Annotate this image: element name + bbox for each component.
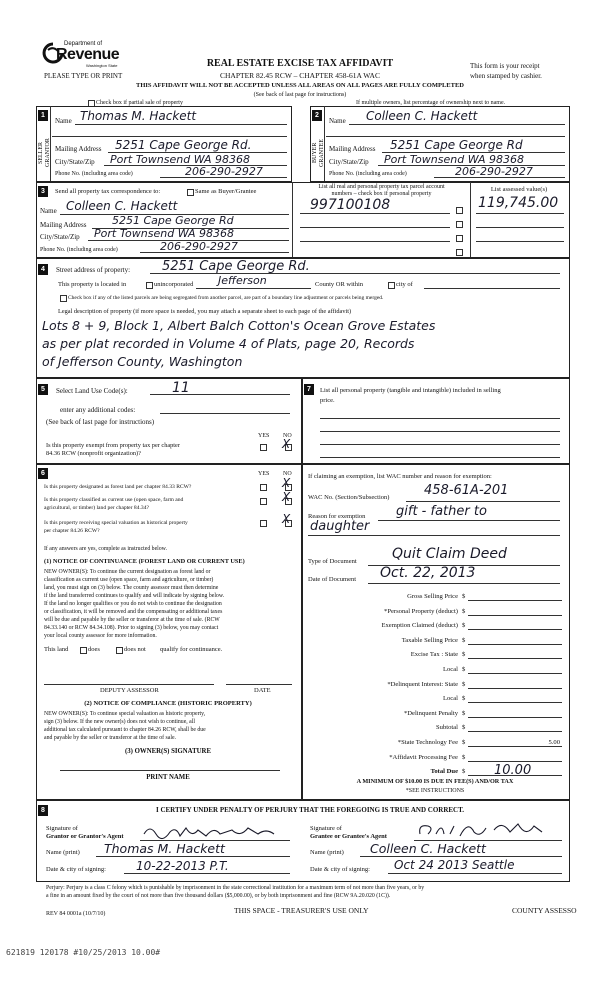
- section-5-number: 5: [38, 384, 48, 395]
- legal-line-1[interactable]: Lots 8 + 9, Block 1, Albert Balch Cotton's Ocean Grove Estates: [42, 318, 436, 333]
- comp-line-2: sign (3) below. If the new owner(s) does not wish to continue, all: [44, 719, 195, 725]
- city-of-label: city of: [396, 281, 413, 288]
- parcel-4-personal-checkbox[interactable]: [456, 249, 463, 256]
- please-type: PLEASE TYPE OR PRINT: [44, 72, 123, 80]
- calc-label: *State Technology Fee: [397, 739, 458, 746]
- calc-value-line: [468, 673, 562, 674]
- calc-currency: $: [462, 710, 466, 717]
- calc-label: Excise Tax : State: [410, 651, 458, 658]
- calc-value-line: [468, 731, 562, 732]
- seller-city-label: City/State/Zip: [55, 158, 95, 166]
- exemption-claim-label: If claiming an exemption, list WAC number and reason for exemption:: [308, 473, 492, 480]
- cont-line-6: or classification, it will be removed and the compensating or additional taxes: [44, 609, 223, 615]
- buyer-mailing[interactable]: 5251 Cape George Rd: [390, 138, 523, 152]
- calc-value[interactable]: 5.00: [548, 739, 560, 746]
- section-1-number: 1: [38, 110, 48, 121]
- section-8-number: 8: [38, 805, 48, 816]
- cont-line-2: classification as current use (open space, farm and agriculture, or timber): [44, 577, 214, 583]
- section-6-number: 6: [38, 468, 48, 479]
- reason-line-2[interactable]: daughter: [310, 519, 370, 534]
- buyer-city-label: City/State/Zip: [329, 158, 369, 166]
- multiple-owners-label: If multiple owners, list percentage of ownership next to name.: [356, 100, 506, 106]
- grantee-name-label: Name (print): [310, 849, 344, 856]
- calc-label: Local: [442, 695, 458, 702]
- form-chapter: CHAPTER 82.45 RCW – CHAPTER 458-61A WAC: [220, 71, 380, 80]
- grantee-sig-label-2: Grantee or Grantee's Agent: [310, 833, 387, 840]
- exempt-no-header: NO: [283, 433, 292, 439]
- logo-name: Revenue: [56, 46, 120, 63]
- reason-label: Reason for exemption: [308, 513, 366, 520]
- seller-phone[interactable]: 206-290-2927: [185, 165, 263, 178]
- located-label: This property is located in: [58, 281, 127, 288]
- seller-side-label: SELLER GRANTOR: [38, 138, 51, 168]
- doc-type[interactable]: Quit Claim Deed: [392, 546, 507, 562]
- buyer-name-label: Name: [329, 117, 346, 125]
- calc-label: *Delinquent Interest: State: [387, 681, 458, 688]
- cont-line-8: 84.33.140 or RCW 84.34.108). Prior to signing (3) below, you may contact: [44, 625, 219, 631]
- seller-city[interactable]: Port Townsend WA 98368: [110, 153, 251, 166]
- tax-corr-city-label: City/State/Zip: [40, 233, 80, 241]
- receipt-note-1: This form is your receipt: [470, 62, 540, 70]
- section-3-number: 3: [38, 186, 48, 197]
- parcel-2-personal-checkbox[interactable]: [456, 221, 463, 228]
- s6-q2b: agricultural, or timber) land per chapter 84.34?: [44, 505, 149, 511]
- unincorporated-checkbox[interactable]: [146, 282, 153, 289]
- s6-q3b: per chapter 84.26 RCW?: [44, 528, 100, 534]
- buyer-phone[interactable]: 206-290-2927: [455, 165, 533, 178]
- personal-label-2: price.: [320, 397, 335, 404]
- land-use-label: Select Land Use Code(s):: [56, 387, 128, 395]
- calc-label: Subtotal: [436, 724, 458, 731]
- segregated-checkbox[interactable]: [60, 295, 67, 302]
- exempt-no-mark: X: [282, 437, 291, 451]
- calc-value-line: [468, 629, 562, 630]
- cont-line-9: your local county assessor for more information.: [44, 633, 157, 639]
- tax-corr-mailing[interactable]: 5251 Cape George Rd: [112, 214, 234, 227]
- historic-yes-checkbox[interactable]: [260, 520, 267, 527]
- legal-line-3[interactable]: of Jefferson County, Washington: [42, 354, 243, 369]
- same-as-buyer-checkbox[interactable]: [187, 189, 194, 196]
- comp-line-1: NEW OWNER(S): To continue special valuation as historic property,: [44, 711, 206, 717]
- calc-currency: $: [462, 768, 466, 775]
- county-label: County OR within: [315, 281, 364, 288]
- grantor-sig-label-2: Grantor or Grantor's Agent: [46, 833, 124, 840]
- comp-line-4: and payable by the seller or transferor at the time of sale.: [44, 735, 176, 741]
- form-revision: REV 84 0001a (10/7/10): [46, 911, 106, 917]
- doc-date-label: Date of Document: [308, 576, 357, 583]
- legal-line-2[interactable]: as per plat recorded in Volume 4 of Plats, page 20, Records: [42, 336, 415, 351]
- additional-codes-label: enter any additional codes:: [60, 406, 136, 414]
- calc-currency: $: [462, 593, 466, 600]
- parcel-header-2: numbers – check box if personal property: [331, 191, 432, 197]
- parcel-header-1: List all real and personal property tax parcel account: [318, 184, 445, 190]
- perjury-line-2: a fine in an amount fixed by the court of not more than five thousand dollars ($5,000.00), or by both imprisonment and fine (RCW 9A.20.020 (1C)).: [46, 893, 391, 899]
- legal-label: Legal description of property (if more space is needed, you may attach a separate sheet to each page of the affidavit): [58, 308, 352, 315]
- calc-value-line: [468, 688, 562, 689]
- calc-value-line: [468, 658, 562, 659]
- section-4-number: 4: [38, 264, 48, 275]
- buyer-mailing-label: Mailing Address: [329, 145, 376, 153]
- form-title: REAL ESTATE EXCISE TAX AFFIDAVIT: [206, 58, 394, 69]
- buyer-phone-label: Phone No. (including area code): [329, 171, 407, 177]
- revenue-logo: [42, 40, 122, 70]
- s6-q2a: Is this property classified as current use (open space, farm and: [44, 497, 184, 503]
- grantor-date[interactable]: 10-22-2013 P.T.: [136, 859, 229, 873]
- tax-corr-phone[interactable]: 206-290-2927: [160, 240, 238, 253]
- calc-label: Taxable Selling Price: [401, 637, 458, 644]
- current-use-yes-checkbox[interactable]: [260, 498, 267, 505]
- certify-statement: I CERTIFY UNDER PENALTY OF PERJURY THAT THE FOREGOING IS TRUE AND CORRECT.: [155, 806, 464, 814]
- s6-yes-header: YES: [258, 471, 270, 477]
- calc-value-line: [468, 600, 562, 601]
- qualify-label: qualify for continuance.: [160, 646, 223, 653]
- grantor-sig-label-1: Signature of: [46, 825, 78, 832]
- reason-line-1[interactable]: gift - father to: [396, 504, 487, 519]
- segregated-label: Check box if any of the listed parcels are being segregated from another parcel, are part of a boundary line adjustment or parcels being merged.: [68, 295, 384, 301]
- buyer-side-label: BUYER GRANTEE: [312, 139, 325, 167]
- cont-line-7: will be due and payable by the seller or transferor at the time of sale. (RCW: [44, 617, 220, 623]
- calc-currency: $: [462, 695, 466, 702]
- wac-label: WAC No. (Section/Subsection): [308, 494, 390, 501]
- see-instructions-note: *SEE INSTRUCTIONS: [405, 788, 465, 794]
- calc-label: Gross Selling Price: [407, 593, 458, 600]
- exempt-q-2: 84.36 RCW (nonprofit organization)?: [46, 450, 141, 457]
- partial-sale-label: Check box if partial sale of property: [96, 100, 183, 106]
- calc-currency: $: [462, 608, 466, 615]
- continuance-title: (1) NOTICE OF CONTINUANCE (FOREST LAND OR CURRENT USE): [44, 558, 245, 565]
- grantee-date[interactable]: Oct 24 2013 Seattle: [394, 858, 515, 872]
- county-assessor: COUNTY ASSESSO: [512, 906, 577, 915]
- land-does-label: does: [88, 646, 100, 653]
- cont-line-5: If the land no longer qualifies or you do not wish to continue the designation: [44, 601, 222, 607]
- minimum-due-note: A MINIMUM OF $10.00 IS DUE IN FEE(S) AND/OR TAX: [356, 778, 514, 785]
- calc-value-line: [468, 615, 562, 616]
- seller-mailing-label: Mailing Address: [55, 145, 102, 153]
- cont-line-1: NEW OWNER(S): To continue the current designation as forest land or: [44, 569, 211, 575]
- seller-name-label: Name: [55, 117, 72, 125]
- calc-label: Total Due: [430, 768, 458, 775]
- calc-currency: $: [462, 651, 466, 658]
- unincorporated-label: unincorporated: [154, 281, 194, 288]
- perjury-line-1: Perjury: Perjury is a class C felony which is punishable by imprisonment in the state correctional institution for a maximum term of not more than five years, or by: [46, 885, 425, 891]
- s6-q1: Is this property designated as forest land per chapter 84.33 RCW?: [44, 484, 192, 490]
- land-does-checkbox[interactable]: [80, 647, 87, 654]
- calc-currency: $: [462, 622, 466, 629]
- grantor-date-label: Date & city of signing:: [46, 866, 106, 873]
- grantee-sig-label-1: Signature of: [310, 825, 342, 832]
- recording-stamp: 621819 120178 #10/25/2013 10.00#: [6, 948, 161, 957]
- logo-state: Washington State: [86, 63, 118, 68]
- logo-dept: Department of: [64, 41, 103, 47]
- calc-currency: $: [462, 724, 466, 731]
- land-does-not-label: does not: [124, 646, 146, 653]
- current-use-no-mark: X: [282, 490, 291, 504]
- forest-yes-checkbox[interactable]: [260, 484, 267, 491]
- personal-label-1: List all personal property (tangible and intangible) included in selling: [320, 387, 501, 394]
- tax-corr-city[interactable]: Port Townsend WA 98368: [94, 227, 235, 240]
- historic-no-mark: X: [282, 512, 291, 526]
- land-does-not-checkbox[interactable]: [116, 647, 123, 654]
- seller-mailing[interactable]: 5251 Cape George Rd.: [115, 138, 252, 152]
- calc-currency: $: [462, 681, 466, 688]
- treasurer-use: THIS SPACE - TREASURER'S USE ONLY: [234, 906, 369, 915]
- grantee-name[interactable]: Colleen C. Hackett: [370, 841, 486, 856]
- calc-currency: $: [462, 754, 466, 761]
- assessed-value[interactable]: 119,745.00: [478, 195, 559, 211]
- wac-number[interactable]: 458-61A-201: [424, 483, 509, 498]
- street-label: Street address of property:: [56, 266, 131, 274]
- tax-corr-label: Send all property tax correspondence to:: [55, 188, 161, 195]
- same-as-buyer-label: Same as Buyer/Grantee: [195, 188, 257, 195]
- forest-no-mark: X: [282, 476, 291, 490]
- calc-currency: $: [462, 666, 466, 673]
- cont-line-4: if the land transferred continues to qualify and will indicate by signing below.: [44, 593, 225, 599]
- property-county[interactable]: Jefferson: [218, 274, 267, 287]
- grantee-date-label: Date & city of signing:: [310, 866, 370, 873]
- calc-label: Local: [442, 666, 458, 673]
- exempt-q-1: Is this property exempt from property tax per chapter: [46, 442, 180, 449]
- grantor-name[interactable]: Thomas M. Hackett: [104, 841, 225, 856]
- calc-label: *Affidavit Processing Fee: [389, 754, 458, 761]
- parcel-number[interactable]: 997100108: [310, 197, 391, 213]
- calc-value-line: [468, 717, 562, 718]
- calc-value-line: [468, 761, 562, 762]
- see-back-header: (See back of last page for instructions): [253, 92, 347, 98]
- tax-corr-name[interactable]: Colleen C. Hackett: [66, 199, 178, 213]
- exempt-yes-header: YES: [258, 433, 270, 439]
- calc-label: *Delinquent Penalty: [403, 710, 458, 717]
- seller-phone-label: Phone No. (including area code): [55, 171, 133, 177]
- owner-signature-label: (3) OWNER(S) SIGNATURE: [125, 748, 211, 755]
- calc-currency: $: [462, 739, 466, 746]
- parcel-3-personal-checkbox[interactable]: [456, 235, 463, 242]
- calc-value[interactable]: 10.00: [494, 763, 532, 778]
- assessed-header: List assessed value(s): [490, 186, 548, 193]
- assessor-date-label: DATE: [254, 687, 271, 694]
- tax-corr-name-label: Name: [40, 207, 57, 215]
- compliance-title: (2) NOTICE OF COMPLIANCE (HISTORIC PROPERTY): [84, 700, 252, 707]
- land-use-code[interactable]: 11: [172, 380, 190, 396]
- parcel-1-personal-checkbox[interactable]: [456, 207, 463, 214]
- calc-value-line: [468, 702, 562, 703]
- tax-corr-phone-label: Phone No. (including area code): [40, 247, 118, 253]
- section-2-number: 2: [312, 110, 322, 121]
- calc-value-line: [468, 644, 562, 645]
- land-use-see-back: (See back of last page for instructions): [46, 418, 155, 426]
- calc-label: *Personal Property (deduct): [384, 608, 458, 615]
- cont-line-3: land, you must sign on (3) below. The county assessor must then determine: [44, 585, 219, 591]
- grantor-name-label: Name (print): [46, 849, 80, 856]
- print-name-label: PRINT NAME: [146, 774, 190, 781]
- receipt-note-2: when stamped by cashier.: [470, 72, 542, 80]
- doc-date[interactable]: Oct. 22, 2013: [380, 565, 476, 581]
- property-street[interactable]: 5251 Cape George Rd.: [162, 259, 310, 274]
- city-of-checkbox[interactable]: [388, 282, 395, 289]
- s6-no-header: NO: [283, 471, 292, 477]
- exempt-yes-checkbox[interactable]: [260, 444, 267, 451]
- doc-type-label: Type of Document: [308, 558, 357, 565]
- s6-q3a: Is this property receiving special valuation as historical property: [44, 520, 188, 526]
- this-land-label: This land: [44, 646, 69, 653]
- tax-corr-mailing-label: Mailing Address: [40, 221, 87, 229]
- calc-label: Exemption Claimed (deduct): [381, 622, 458, 629]
- section-7-number: 7: [304, 384, 314, 395]
- buyer-city[interactable]: Port Townsend WA 98368: [384, 153, 525, 166]
- deputy-assessor-label: DEPUTY ASSESSOR: [100, 687, 159, 694]
- calc-currency: $: [462, 637, 466, 644]
- form-warning: THIS AFFIDAVIT WILL NOT BE ACCEPTED UNLESS ALL AREAS ON ALL PAGES ARE FULLY COMPLETED: [136, 82, 464, 89]
- s6-if-any: If any answers are yes, complete as instructed below.: [44, 546, 167, 552]
- seller-name[interactable]: Thomas M. Hackett: [80, 109, 197, 123]
- comp-line-3: additional tax calculated pursuant to chapter 84.26 RCW, shall be due: [44, 727, 206, 733]
- buyer-name[interactable]: Colleen C. Hackett: [366, 109, 478, 123]
